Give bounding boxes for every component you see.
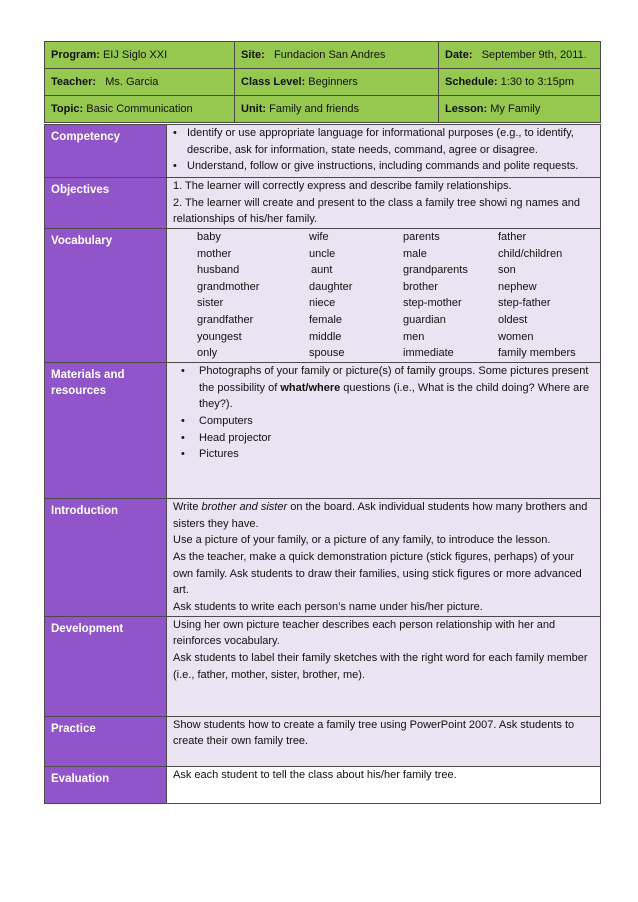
development-label: Development bbox=[45, 616, 167, 716]
practice-content bbox=[167, 716, 601, 766]
materials-item: • Computers bbox=[173, 413, 596, 430]
practice-text: Show students how to create a family tree using PowerPoint 2007. Ask students to create their own family tree. bbox=[173, 718, 575, 748]
materials-label: Materials and resources bbox=[45, 362, 167, 498]
competency-item: • Understand, follow or give instructions, including commands and polite requests. bbox=[173, 158, 596, 175]
schedule-value: 1:30 to 3:15pm bbox=[500, 76, 575, 88]
development-line: Using her own picture teacher describes each person relationship with her and reinforces vocabulary. bbox=[173, 618, 556, 648]
lesson-header-table bbox=[44, 41, 601, 123]
practice-label: Practice bbox=[45, 716, 167, 766]
vocabulary-grid bbox=[197, 229, 576, 362]
materials-item: • Photographs of your family or picture(s) of family groups. Some pictures present the possibility of what/where questions (i.e., What is the child doing? Where are they?). bbox=[181, 364, 590, 411]
competency-label: Competency bbox=[45, 125, 167, 178]
objectives-content bbox=[167, 178, 601, 229]
evaluation-text: Ask each student to tell the class about his/her family tree. bbox=[173, 768, 457, 781]
objectives-row bbox=[45, 178, 601, 229]
objective-item: 1. The learner will correctly express and describe family relationships. bbox=[173, 180, 512, 192]
schedule-label: Schedule: bbox=[445, 76, 498, 88]
competency-list bbox=[173, 125, 596, 175]
teacher-value: Ms. Garcia bbox=[105, 76, 159, 88]
topic-cell bbox=[45, 96, 235, 123]
bullet-icon: • bbox=[173, 127, 177, 139]
unit-cell bbox=[235, 96, 439, 123]
introduction-label: Introduction bbox=[45, 498, 167, 616]
vocab-row: grandfather female guardian oldest bbox=[197, 314, 528, 327]
objectives-label: Objectives bbox=[45, 178, 167, 229]
materials-list bbox=[173, 363, 596, 463]
evaluation-label: Evaluation bbox=[45, 766, 167, 803]
objective-item: 2. The learner will create and present to the class a family tree showi ng names and relationships of his/her family. bbox=[173, 196, 581, 226]
topic-label: Topic: bbox=[51, 103, 84, 115]
level-cell bbox=[235, 69, 439, 96]
date-label: Date: bbox=[445, 49, 473, 61]
program-cell bbox=[45, 42, 235, 69]
materials-item: • Pictures bbox=[173, 446, 596, 463]
teacher-label: Teacher: bbox=[51, 76, 97, 88]
vocab-row: only spouse immediate family members bbox=[197, 347, 576, 360]
bullet-icon: • bbox=[181, 448, 185, 461]
introduction-line: As the teacher, make a quick demonstration picture (stick figures, perhaps) of your own family. Ask students to draw their families, using stick figures or more advanced art. bbox=[173, 550, 582, 597]
lesson-label: Lesson: bbox=[445, 103, 488, 115]
program-label: Program: bbox=[51, 49, 100, 61]
bullet-icon: • bbox=[181, 414, 185, 427]
introduction-row bbox=[45, 498, 601, 616]
level-value: Beginners bbox=[308, 76, 358, 88]
vocab-row: sister niece step-mother step-father bbox=[197, 297, 551, 310]
topic-value: Basic Communication bbox=[86, 103, 193, 115]
vocab-row: grandmother daughter brother nephew bbox=[197, 280, 537, 293]
date-cell bbox=[439, 42, 601, 69]
competency-row bbox=[45, 125, 601, 178]
competency-content bbox=[167, 125, 601, 178]
bullet-icon: • bbox=[181, 431, 185, 444]
introduction-line: Write brother and sister on the board. Ask individual students how many brothers and sisters they have. bbox=[173, 500, 588, 530]
lesson-value: My Family bbox=[490, 103, 541, 115]
unit-value: Family and friends bbox=[269, 103, 359, 115]
vocabulary-label: Vocabulary bbox=[45, 229, 167, 363]
vocabulary-row bbox=[45, 229, 601, 363]
competency-item: • Identify or use appropriate language for informational purposes (e.g., to identify, describe, ask for information, state needs, command, agree or disagree. bbox=[173, 127, 574, 156]
materials-content bbox=[167, 362, 601, 498]
introduction-content bbox=[167, 498, 601, 616]
bullet-icon: • bbox=[181, 364, 185, 377]
introduction-line: Ask students to write each person’s name under his/her picture. bbox=[173, 601, 483, 614]
vocab-row: husband aunt grandparents son bbox=[197, 264, 516, 277]
site-value: Fundacion San Andres bbox=[274, 49, 386, 61]
vocab-row: youngest middle men women bbox=[197, 330, 534, 343]
development-content bbox=[167, 616, 601, 716]
program-value: EIJ Siglo XXI bbox=[102, 49, 168, 61]
bullet-icon: • bbox=[173, 160, 177, 173]
date-value: September 9th, 2011. bbox=[481, 49, 587, 61]
evaluation-content bbox=[167, 766, 601, 803]
development-line: Ask students to label their family sketches with the right word for each family member (i.e., father, mother, sister, brother, me). bbox=[173, 652, 588, 681]
level-label: Class Level: bbox=[241, 76, 306, 88]
unit-label: Unit: bbox=[241, 103, 267, 115]
vocab-row: baby wife parents father bbox=[197, 231, 527, 244]
lesson-cell bbox=[439, 96, 601, 123]
development-row bbox=[45, 616, 601, 716]
teacher-cell bbox=[45, 69, 235, 96]
introduction-line: Use a picture of your family, or a picture of any family, to introduce the lesson. bbox=[173, 534, 551, 547]
materials-item: • Head projector bbox=[173, 430, 596, 447]
schedule-cell bbox=[439, 69, 601, 96]
evaluation-row bbox=[45, 766, 601, 803]
site-cell bbox=[235, 42, 439, 69]
materials-row bbox=[45, 362, 601, 498]
lesson-plan-table bbox=[44, 124, 601, 804]
site-label: Site: bbox=[241, 49, 265, 61]
vocabulary-content bbox=[167, 229, 601, 363]
vocab-row: mother uncle male child/children bbox=[197, 247, 563, 260]
practice-row bbox=[45, 716, 601, 766]
